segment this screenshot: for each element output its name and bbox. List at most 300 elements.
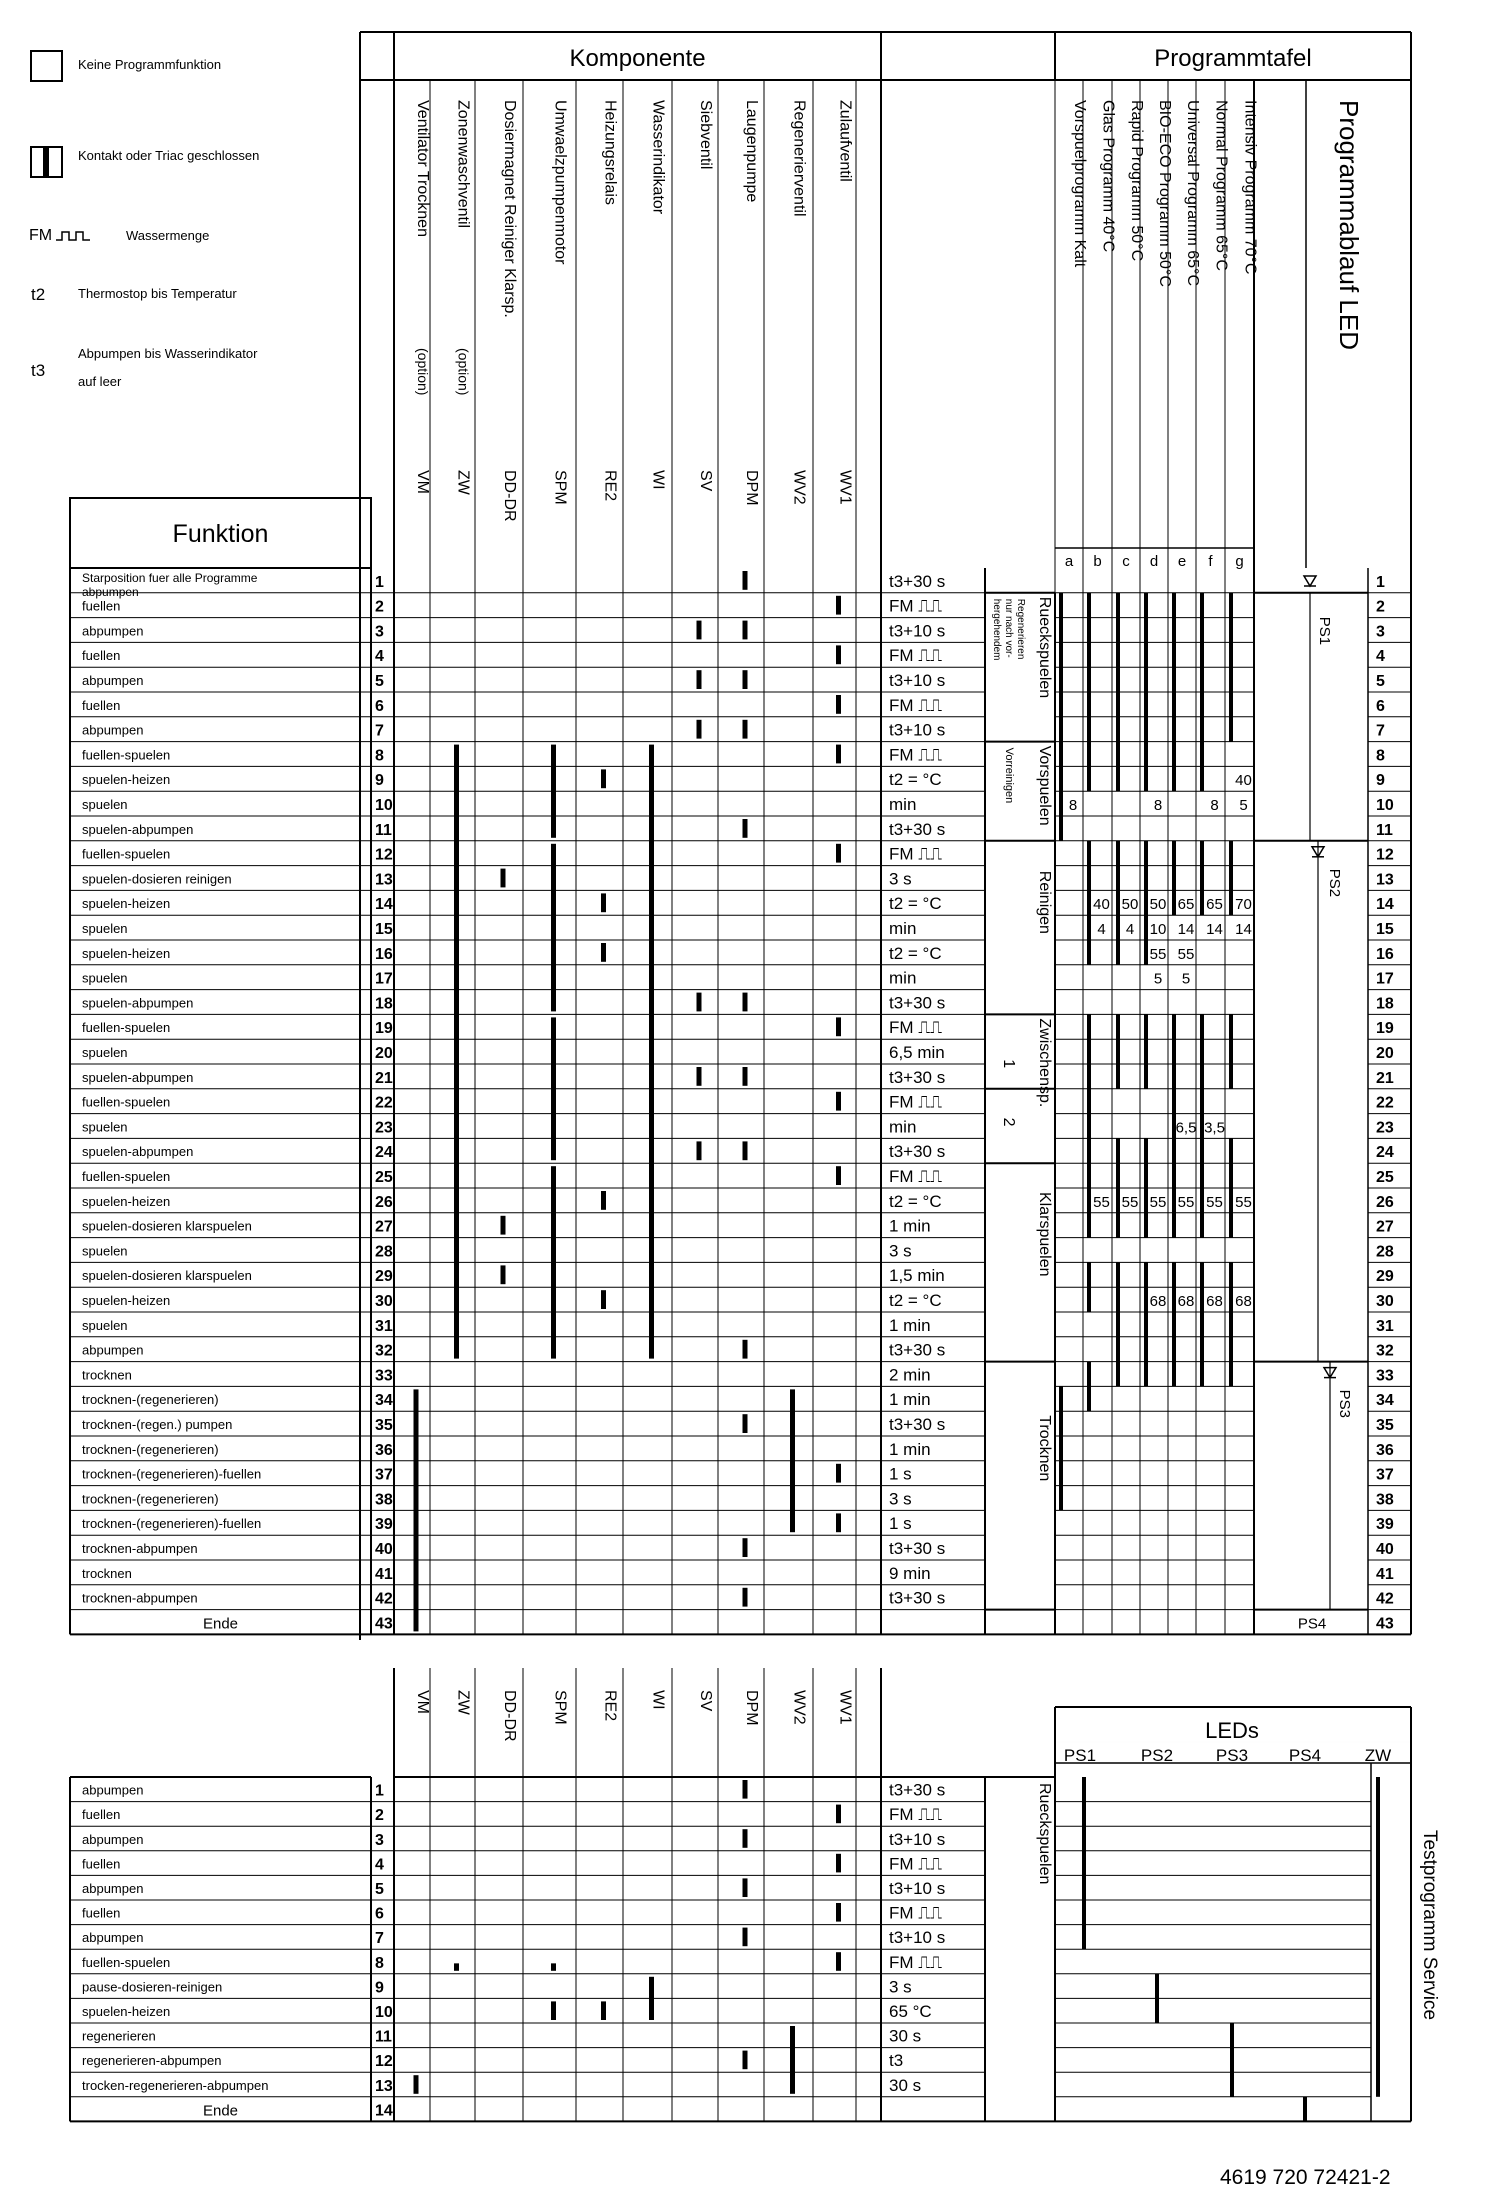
phase-sublabel: Vorreinigen <box>1003 747 1015 804</box>
time-label: t2 = °C <box>889 1191 942 1211</box>
program-letter: e <box>1177 553 1187 570</box>
contact-bar <box>601 769 606 788</box>
contact-bar <box>743 1588 748 1607</box>
function-label: fuellen-spuelen <box>82 1169 171 1184</box>
program-value: 68 <box>1149 1293 1167 1310</box>
row-number-right: 2 <box>1376 598 1385 616</box>
test-time-label: FM ⎍⎍ <box>889 1805 943 1825</box>
component-code: SPM <box>551 470 569 505</box>
row-number-right: 21 <box>1376 1069 1394 1087</box>
program-step-bar <box>1200 841 1204 915</box>
row-number-right: 35 <box>1376 1417 1394 1434</box>
leds-title: LEDs <box>1205 1718 1259 1743</box>
test-function-label: fuellen-spuelen <box>82 1954 171 1970</box>
time-label: FM ⎍⎍ <box>889 745 943 765</box>
phase-label: Reinigen <box>1036 870 1053 934</box>
function-label: fuellen <box>82 598 121 614</box>
row-number: 33 <box>375 1367 393 1385</box>
function-label: spuelen <box>82 1119 128 1135</box>
program-letter: g <box>1235 553 1244 570</box>
row-number: 11 <box>375 821 392 839</box>
program-step-bar <box>1116 1014 1120 1088</box>
component-name: Heizungsrelais <box>601 100 619 205</box>
test-function-label: regenerieren-abpumpen <box>82 2053 222 2069</box>
time-label: t3+30 s <box>889 993 946 1013</box>
test-row-number: 14 <box>375 2102 393 2120</box>
row-number-right: 30 <box>1376 1293 1394 1310</box>
row-number-right: 31 <box>1376 1317 1394 1335</box>
legend-text: Wassermenge <box>126 228 210 243</box>
contact-bar <box>601 893 606 912</box>
time-label: t3+30 s <box>889 819 946 839</box>
program-step-bar <box>1229 1262 1233 1386</box>
time-label: 1 min <box>889 1439 931 1459</box>
contact-bar <box>501 1265 506 1284</box>
test-time-label: t3+30 s <box>889 1780 946 1800</box>
time-label: FM ⎍⎍ <box>889 596 943 616</box>
phase-label: Zwischensp. <box>1036 1018 1053 1108</box>
row-number: 16 <box>375 945 393 963</box>
function-label: fuellen-spuelen <box>82 747 171 763</box>
component-code: WV1 <box>836 470 854 505</box>
row-number: 30 <box>375 1293 393 1310</box>
test-component-code: DD-DR <box>501 1690 518 1742</box>
contact-bar <box>601 1191 606 1210</box>
function-label: abpumpen <box>82 1342 144 1358</box>
phase-label: Klarspuelen <box>1036 1192 1053 1277</box>
test-contact-bar <box>454 1963 459 1970</box>
program-step-bar <box>1144 742 1148 792</box>
component-code: RE2 <box>601 470 619 502</box>
led-bar <box>1082 1777 1086 1949</box>
time-label: t2 = °C <box>889 894 942 914</box>
legend-symbol: t3 <box>31 361 46 380</box>
function-label: fuellen-spuelen <box>82 1094 171 1110</box>
test-contact-bar <box>649 1977 654 2020</box>
row-number-right: 11 <box>1376 821 1393 839</box>
program-step-bar <box>1087 742 1091 792</box>
component-name: Ventilator Trocknen <box>414 100 431 237</box>
programmablauf-header: Programmablauf LED <box>1334 100 1364 350</box>
function-label: spuelen-abpumpen <box>82 1069 194 1085</box>
program-value: 5 <box>1239 797 1248 814</box>
component-name: Zonenwaschventil <box>454 100 472 229</box>
test-contact-bar <box>414 2075 419 2094</box>
row-number-right: 14 <box>1376 896 1394 914</box>
phase-sublabel: hergehendem <box>991 598 1002 661</box>
test-row-number: 7 <box>375 1930 384 1948</box>
program-name: Rapid Programm 50°C <box>1128 100 1145 262</box>
contact-bar <box>743 571 748 590</box>
row-number: 17 <box>375 970 393 988</box>
row-number-right: 38 <box>1376 1491 1394 1509</box>
program-name: Normal Programm 65°C <box>1212 100 1230 271</box>
program-value: 68 <box>1177 1293 1195 1310</box>
function-label: trocknen-abpumpen <box>82 1590 198 1606</box>
test-row-number: 8 <box>375 1954 384 1972</box>
led-label: PS4 <box>1297 1615 1327 1633</box>
contact-bar <box>454 745 459 1359</box>
program-step-bar <box>1172 593 1176 742</box>
program-step-bar <box>1200 1089 1204 1238</box>
program-step-bar <box>1116 841 1120 965</box>
time-label: 3 s <box>889 869 912 889</box>
program-letter: f <box>1208 553 1213 570</box>
test-contact-bar <box>743 1780 748 1799</box>
document-number: 4619 720 72421-2 <box>1220 2166 1391 2189</box>
test-component-code: WI <box>649 1690 667 1710</box>
time-label: FM ⎍⎍ <box>889 1018 943 1038</box>
row-number-right: 36 <box>1376 1441 1394 1459</box>
row-number: 23 <box>375 1119 393 1137</box>
program-letter: a <box>1064 553 1074 570</box>
test-contact-bar <box>743 1878 748 1897</box>
time-label: t3+30 s <box>889 1588 946 1608</box>
program-step-bar <box>1144 593 1148 742</box>
legend-text: Kontakt oder Triac geschlossen <box>78 148 260 163</box>
phase-label: Vorspuelen <box>1036 745 1053 826</box>
led-bar <box>1155 1974 1159 2023</box>
test-row-number: 3 <box>375 1831 384 1849</box>
time-label: 2 min <box>889 1365 931 1385</box>
contact-bar <box>743 1538 748 1557</box>
program-step-bar <box>1087 1262 1091 1312</box>
component-code: VM <box>414 470 431 494</box>
empty-box-icon <box>31 51 62 81</box>
time-label: t2 = °C <box>889 770 942 790</box>
row-number: 40 <box>375 1541 393 1558</box>
component-note: (option) <box>455 348 472 396</box>
row-number-right: 15 <box>1376 921 1394 938</box>
row-number-right: 25 <box>1376 1169 1394 1186</box>
legend-text: auf leer <box>78 374 122 389</box>
legend-text: Abpumpen bis Wasserindikator <box>78 346 258 361</box>
program-value: 3,5 <box>1204 1119 1225 1137</box>
test-function-label: trocken-regenerieren-abpumpen <box>82 2077 269 2093</box>
function-label: fuellen-spuelen <box>82 1020 171 1036</box>
row-number: 42 <box>375 1590 393 1608</box>
row-number: 3 <box>375 623 384 641</box>
row-number: 10 <box>375 797 393 814</box>
program-step-bar <box>1229 841 1233 915</box>
contact-bar <box>836 745 841 764</box>
row-number-right: 40 <box>1376 1541 1394 1558</box>
function-label: spuelen <box>82 921 128 936</box>
test-time-label: FM ⎍⎍ <box>889 1854 943 1874</box>
row-number: 36 <box>375 1441 393 1459</box>
test-time-label: FM ⎍⎍ <box>889 1952 943 1972</box>
program-letter: b <box>1093 553 1102 570</box>
phase-label: Rueckspuelen <box>1036 596 1053 699</box>
contact-bar <box>836 645 841 664</box>
function-label: spuelen-dosieren klarspuelen <box>82 1268 252 1284</box>
program-step-bar <box>1116 1138 1120 1237</box>
test-contact-bar <box>836 1952 841 1971</box>
row-number-right: 22 <box>1376 1094 1394 1112</box>
contact-bar <box>551 1166 556 1358</box>
test-function-label: regenerieren <box>82 2028 156 2044</box>
test-program-title: Testprogramm Service <box>1419 1830 1440 2021</box>
program-value: 55 <box>1206 1193 1223 1211</box>
function-label: spuelen <box>82 1045 128 1060</box>
row-number-right: 42 <box>1376 1590 1394 1608</box>
time-label: t3+30 s <box>889 571 946 591</box>
test-component-code: RE2 <box>601 1690 619 1722</box>
contact-bar <box>697 720 702 739</box>
function-label: fuellen-spuelen <box>82 846 171 862</box>
row-number-right: 18 <box>1376 995 1394 1013</box>
program-step-bar <box>1087 1362 1091 1412</box>
test-component-code: WV2 <box>790 1690 808 1725</box>
function-label: fuellen <box>82 648 121 664</box>
row-number: 41 <box>375 1565 393 1583</box>
test-phase-label: Rueckspuelen <box>1036 1783 1053 1885</box>
program-name: BIO-ECO Programm 50°C <box>1156 100 1173 287</box>
function-label: spuelen-abpumpen <box>82 821 194 837</box>
program-step-bar <box>1144 841 1148 965</box>
program-value: 55 <box>1177 945 1195 963</box>
time-label: 9 min <box>889 1563 931 1583</box>
legend-text: Keine Programmfunktion <box>78 57 222 72</box>
program-step-bar <box>1144 1014 1148 1088</box>
program-step-bar <box>1087 593 1091 742</box>
program-value: 55 <box>1149 1193 1167 1211</box>
program-value: 55 <box>1121 1193 1139 1211</box>
program-value: 14 <box>1206 921 1223 938</box>
test-time-label: t3 <box>889 2051 904 2071</box>
program-name: Glas Programm 40°C <box>1099 100 1117 253</box>
time-label: 6,5 min <box>889 1043 945 1062</box>
test-component-code: SV <box>697 1690 714 1712</box>
program-value: 4 <box>1125 921 1135 938</box>
program-value: 50 <box>1149 896 1167 914</box>
contact-bar <box>743 621 748 640</box>
row-number: 37 <box>375 1466 393 1484</box>
row-number-right: 3 <box>1376 623 1385 641</box>
row-number: 8 <box>375 747 384 765</box>
function-label: trocknen-abpumpen <box>82 1541 198 1556</box>
program-value: 70 <box>1235 896 1252 914</box>
program-value: 55 <box>1093 1193 1110 1211</box>
function-label: trocknen-(regenerieren) <box>82 1392 219 1408</box>
program-value: 55 <box>1177 1193 1195 1211</box>
funktion-header: Funktion <box>172 520 269 548</box>
water-pulse-icon <box>56 232 90 240</box>
row-number: 9 <box>375 772 384 790</box>
row-number-right: 20 <box>1376 1045 1394 1062</box>
contact-bar <box>501 869 506 888</box>
test-row-number: 2 <box>375 1807 384 1825</box>
program-value: 55 <box>1149 945 1167 963</box>
function-label: Starposition fuer alle Programme <box>82 571 258 585</box>
function-label: spuelen-heizen <box>82 772 171 788</box>
contact-bar <box>649 745 654 1359</box>
test-contact-bar <box>790 2026 795 2094</box>
program-value: 50 <box>1121 896 1139 914</box>
function-label: abpumpen <box>82 623 144 639</box>
contact-bar <box>743 819 748 838</box>
component-code: WV2 <box>790 470 808 505</box>
row-number-right: 39 <box>1376 1516 1394 1534</box>
contact-bar <box>836 1092 841 1111</box>
function-label: trocknen-(regenerieren) <box>82 1491 219 1507</box>
function-label: spuelen-heizen <box>82 945 171 961</box>
row-number: 35 <box>375 1417 393 1434</box>
row-number-right: 24 <box>1376 1144 1394 1162</box>
contact-bar <box>551 844 556 1012</box>
program-value: 40 <box>1093 896 1110 914</box>
phase-sublabel: 1 <box>1000 1059 1017 1069</box>
test-function-label: abpumpen <box>82 1881 144 1896</box>
contact-bar <box>836 1017 841 1036</box>
program-name: Universal Programm 65°C <box>1184 100 1201 287</box>
time-label: t3+10 s <box>889 621 946 641</box>
test-component-code: VM <box>414 1690 431 1714</box>
contact-bar <box>501 1216 506 1235</box>
row-number-right: 34 <box>1376 1392 1394 1410</box>
function-label: abpumpen <box>82 722 144 738</box>
program-step-bar <box>1059 593 1063 841</box>
test-contact-bar <box>743 1829 748 1848</box>
diode-icon <box>1304 576 1316 586</box>
component-name: Regenerierventil <box>790 100 808 217</box>
row-number: 21 <box>375 1069 393 1087</box>
test-led-label: PS2 <box>1140 1746 1174 1765</box>
test-contact-bar <box>551 1963 556 1970</box>
row-number: 25 <box>375 1169 393 1186</box>
contact-bar <box>836 1166 841 1185</box>
function-label: spuelen <box>82 1243 128 1259</box>
contact-bar <box>601 943 606 962</box>
component-code: DD-DR <box>501 470 518 522</box>
program-value: 65 <box>1177 896 1195 914</box>
phase-sublabel: 2 <box>1000 1117 1017 1127</box>
time-label: 1 min <box>889 1390 931 1410</box>
function-label: abpumpen <box>82 673 144 688</box>
contact-bar <box>743 720 748 739</box>
row-number: 43 <box>375 1615 393 1633</box>
test-row-number: 6 <box>375 1905 384 1923</box>
time-label: 3 s <box>889 1241 912 1261</box>
time-label: t3+30 s <box>889 1539 946 1558</box>
component-name: Siebventil <box>697 100 714 170</box>
test-time-label: 30 s <box>889 2026 922 2046</box>
test-function-label: fuellen <box>82 1905 121 1921</box>
contact-bar <box>836 695 841 714</box>
contact-bar <box>551 745 556 838</box>
function-label: spuelen-heizen <box>82 1193 171 1209</box>
time-label: t3+30 s <box>889 1142 946 1162</box>
contact-bar <box>743 1340 748 1359</box>
time-label: t2 = °C <box>889 943 942 963</box>
legend-symbol: t2 <box>31 285 46 304</box>
test-led-label: PS3 <box>1215 1746 1249 1765</box>
function-label: trocknen <box>82 1367 132 1383</box>
program-value: 14 <box>1177 921 1195 938</box>
row-number-right: 7 <box>1376 722 1385 740</box>
row-number: 4 <box>375 648 384 666</box>
row-number: 13 <box>375 871 393 889</box>
led-label: PS2 <box>1326 868 1343 898</box>
program-step-bar <box>1116 593 1120 742</box>
test-row-number: 1 <box>375 1782 384 1800</box>
row-number: 14 <box>375 896 393 914</box>
test-contact-bar <box>743 1928 748 1947</box>
row-number: 6 <box>375 697 384 715</box>
function-label: abpumpen <box>82 585 139 599</box>
time-label: t3+30 s <box>889 1415 946 1434</box>
component-note: (option) <box>415 348 431 396</box>
programmtafel-header: Programmtafel <box>1154 45 1312 72</box>
row-number: 12 <box>375 846 393 864</box>
test-contact-bar <box>836 1903 841 1922</box>
function-label: trocknen-(regenerieren) <box>82 1441 219 1457</box>
program-step-bar <box>1229 1014 1233 1088</box>
led-bar <box>1376 1777 1380 2097</box>
time-label: 1 s <box>889 1514 912 1534</box>
row-number-right: 23 <box>1376 1119 1394 1137</box>
test-time-label: t3+10 s <box>889 1829 946 1849</box>
komponente-header: Komponente <box>569 45 706 72</box>
test-contact-bar <box>743 2051 748 2070</box>
test-row-number: 10 <box>375 2004 393 2021</box>
contact-bar <box>836 596 841 615</box>
program-step-bar <box>1200 1014 1204 1088</box>
function-label: trocknen <box>82 1565 132 1581</box>
contact-bar <box>414 1389 419 1631</box>
test-time-label: 30 s <box>889 2075 922 2095</box>
time-label: t2 = °C <box>889 1291 942 1310</box>
program-step-bar <box>1087 841 1091 965</box>
test-time-label: t3+10 s <box>889 1928 946 1948</box>
time-label: 1,5 min <box>889 1266 945 1286</box>
function-label: spuelen <box>82 970 128 986</box>
contact-bar <box>743 1414 748 1433</box>
test-contact-bar <box>836 1854 841 1873</box>
row-number-right: 12 <box>1376 846 1394 864</box>
test-time-label: FM ⎍⎍ <box>889 1903 943 1923</box>
row-number: 24 <box>375 1144 393 1162</box>
test-contact-bar <box>601 2001 606 2020</box>
test-time-label: 65 °C <box>889 2002 932 2021</box>
program-step-bar <box>1172 742 1176 792</box>
test-row-number: 4 <box>375 1856 384 1874</box>
function-label: spuelen-heizen <box>82 1293 171 1308</box>
test-row-number: 12 <box>375 2053 393 2071</box>
program-value: 8 <box>1153 797 1163 814</box>
row-number: 7 <box>375 722 384 740</box>
time-label: t3+30 s <box>889 1067 946 1087</box>
contact-bar <box>697 670 702 689</box>
row-number-right: 16 <box>1376 945 1394 963</box>
test-time-label: t3+10 s <box>889 1879 946 1898</box>
function-label: fuellen <box>82 697 121 713</box>
program-value: 55 <box>1235 1193 1252 1211</box>
test-component-code: WV1 <box>836 1690 854 1725</box>
row-number-right: 43 <box>1376 1615 1394 1633</box>
component-name: Dosiermagnet Reiniger Klarsp. <box>501 100 518 318</box>
row-number-right: 8 <box>1376 747 1385 765</box>
time-label: t3+10 s <box>889 720 946 740</box>
row-number-right: 1 <box>1376 573 1385 591</box>
row-number-right: 4 <box>1376 648 1385 666</box>
program-step-bar <box>1059 1386 1063 1510</box>
test-time-label: 3 s <box>889 1977 912 1997</box>
contact-bar <box>697 621 702 640</box>
contact-bar <box>743 670 748 689</box>
contact-bar <box>551 1017 556 1160</box>
contact-bar-icon <box>43 147 49 177</box>
